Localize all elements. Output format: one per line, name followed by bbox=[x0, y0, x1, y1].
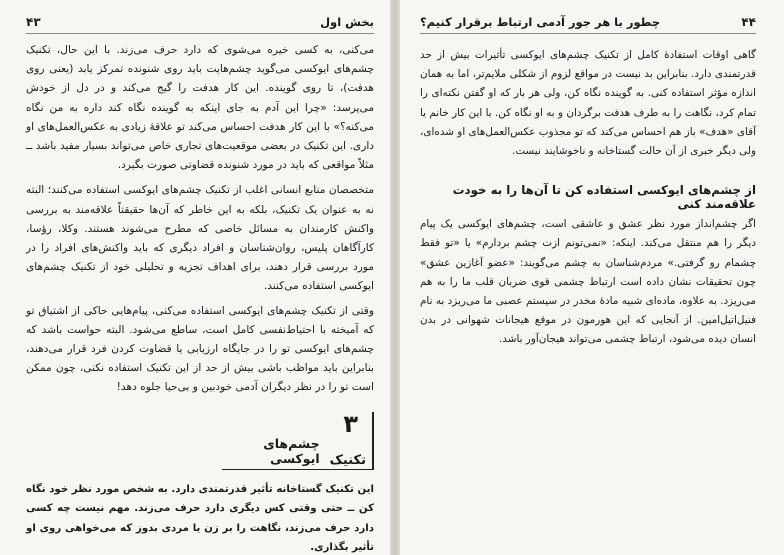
technique-word: تکنیک bbox=[329, 452, 366, 468]
right-paragraph-2: اگر چشم‌انداز مورد نظر عشق و عاشقی است، چشم‌های ایوکسی یک پیام دیگر را هم منتقل می‌کند. اینکه: «نمی‌تونم ازت چشم بردارم» یا «تو فقط چشمام رو گرفتی.» مردم‌شناسان به چشم می‌گویند: «عضو آغازین عشق» چون تحقیقات نشان داده است ارتباط چشمی قوی ضربان قلب ما را به هم می‌ریزد. به علاوه، ماده‌ای شبیه مادهٔ مخدر در سیستم عصبی ما می‌ریزد به نام فنیل‌اتیل‌امین. از آنجایی که این هورمون در موقع هیجانات شهوانی در بدن انسان دیده می‌شود، ارتباط چشمی می‌تواند هیجان‌آور باشد. bbox=[420, 218, 756, 346]
left-page-header bbox=[26, 12, 374, 34]
technique-label bbox=[222, 409, 374, 470]
right-page-header bbox=[420, 12, 756, 34]
technique-title: چشم‌های ایوکسی bbox=[263, 435, 320, 466]
technique-label-box bbox=[26, 409, 374, 470]
technique-number: ۳ bbox=[343, 409, 358, 438]
left-running-title: بخش اول bbox=[320, 14, 374, 29]
section-heading: از چشم‌های ایوکسی استفاده کن تا آن‌ها را به خودت علاقه‌مند کنی bbox=[452, 183, 756, 212]
right-paragraph-1: گاهی اوقات استفادهٔ کامل از تکنیک چشم‌های ایوکسی تأثیرات بیش از حد قدرتمندی دارد. بنابراین بد نیست در مواقع لزوم از شکلی ملایم‌تر، اما به همان اندازه مؤثر استفاده کنی. به گوینده نگاه کن، ولی هر بار که او گفتن نکته‌ای را تمام کرد، نگاهت را به طرف هدفت برگردان و به او نگاه کن. با این کار خانم یا آقای «هدف» باز هم احساس می‌کند که تو مجذوب عکس‌العمل‌های او شده‌ای، ولی دیگر خبری از آن حالت گستاخانه و ناخوشایند نیست. bbox=[420, 49, 756, 158]
left-page bbox=[0, 0, 390, 555]
left-page-number: ۴۳ bbox=[26, 14, 41, 29]
right-page bbox=[400, 0, 784, 555]
left-paragraph-1: می‌کنی، به کسی خیره می‌شوی که دارد حرف می‌زند. با این حال، تکنیک چشم‌های ایوکسی می‌گوید چشم‌هایت باید روی شنونده تمرکز یابد (یعنی روی هدفت)، تا روی گوینده. این کار هدفت را گیج می‌کند و در دل از خودش می‌پرسد: «چرا این آدم به جای اینکه به گوینده نگاه کند داره به من نگاه می‌کنه؟» با این کار هدفت احساس می‌کند تو علاقهٔ زیادی به عکس‌العمل‌های او داری. این تکنیک در بعضی موقعیت‌های تجاری خاص می‌تواند بسیار مفید باشد ــ مثلاً مواقعی که باید در مورد شنونده قضاوتی صورت بگیرد. bbox=[26, 44, 374, 172]
technique-callout: این تکنیک گستاخانه تأثیر قدرتمندی دارد. به شخص مورد نظر خود نگاه کن ــ حتی وقتی کس دیگری دارد حرف می‌زند. مهم نیست چه کسی دارد حرف می‌زند، نگاهت را بر زن یا مردی بدوز که می‌خواهی روی او تأثیر بگذاری. bbox=[26, 483, 374, 554]
book-gutter bbox=[390, 0, 400, 555]
right-running-title: چطور با هر جور آدمی ارتباط برقرار کنیم؟ bbox=[420, 14, 661, 29]
left-paragraph-2: متخصصان منابع انسانی اغلب از تکنیک چشم‌های ایوکسی استفاده می‌کنند؛ البته نه به عنوان یک تکنیک، بلکه به این خاطر که آن‌ها حقیقتاً علاقه‌مند به بررسی واکنش کارمندان به مسائل خاصی که مطرح می‌شوند هستند. وکلا، رؤسا، کارآگاهان پلیس، روان‌شناسان و افراد دیگری که باید واکنش‌های افراد را در مورد بررسی قرار دهند، برای اهداف تجزیه و تحلیلی خود از تکنیک چشم‌های ایوکسی استفاده می‌کنند. bbox=[26, 184, 374, 293]
right-page-number: ۴۴ bbox=[741, 14, 756, 29]
left-paragraph-3: وقتی از تکنیک چشم‌های ایوکسی استفاده می‌کنی، پیام‌هایی حاکی از اشتیاق تو که آمیخته با احتیاط‌نفسی کامل است، ساطع می‌شود. البته حواست باشد که چشم‌های ایوکسی تو را در جایگاه ارزیابی یا قضاوت کردن فرد قرار می‌دهند، بنابراین باید مواظب باشی بیش از حد از این تکنیک استفاده نکنی، چون ممکن است تو را در نظر دیگران آدمی خودبین و بی‌حیا جلوه دهد! bbox=[26, 304, 374, 394]
